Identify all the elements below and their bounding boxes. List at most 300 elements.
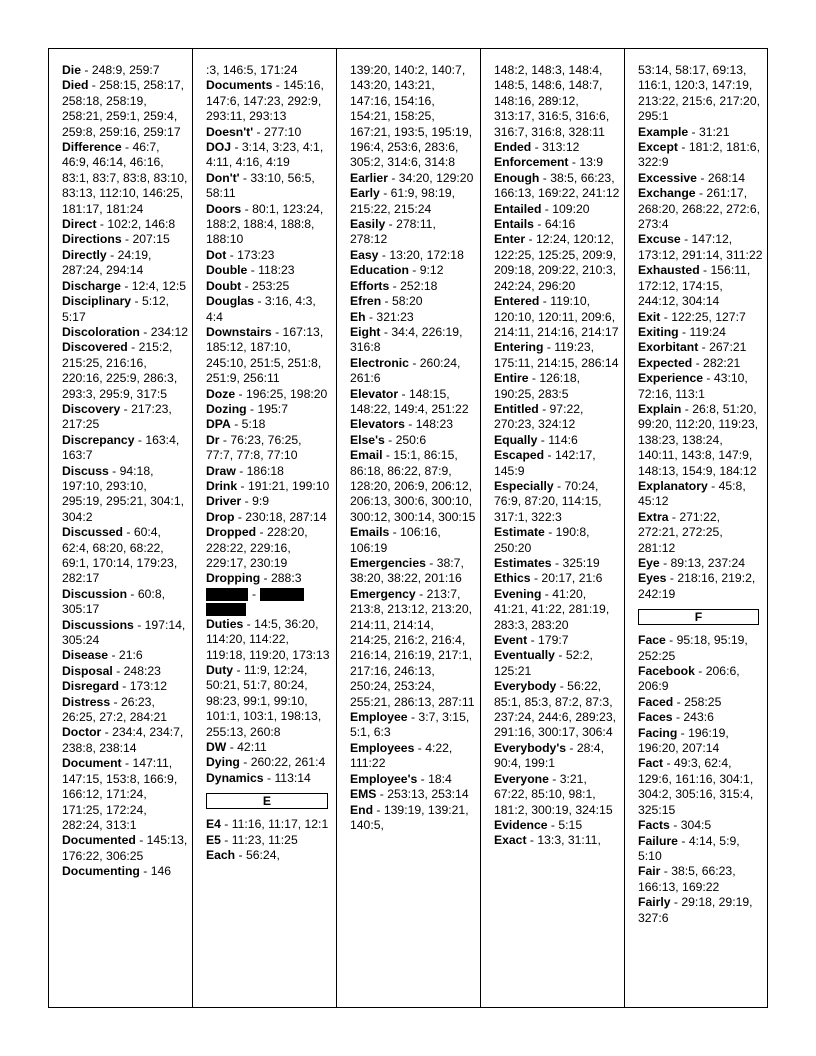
index-entry: DOJ - 3:14, 3:23, 4:1, 4:11, 4:16, 4:19 [206, 140, 324, 170]
page-line-refs: 253:13, 253:14 [387, 787, 469, 802]
index-entry: Dropped - 228:20, 228:22, 229:16, 229:17, 230:19 [206, 525, 308, 570]
index-term: Explain [638, 401, 682, 416]
page-line-refs: 80:1, 123:24, 188:2, 188:4, 188:8, 188:10 [206, 201, 324, 247]
page-line-refs: 148:23 [415, 417, 453, 432]
index-term: Dozing [206, 401, 247, 416]
index-entry: Driver - 9:9 [206, 494, 270, 509]
page-line-refs: 3:14, 3:23, 4:1, 4:11, 4:16, 4:19 [206, 140, 324, 170]
index-term: Equally [494, 432, 538, 447]
index-term: Dr [206, 432, 220, 447]
index-term: Enter [494, 232, 526, 247]
index-term: EMS [350, 787, 377, 802]
index-entry: Downstairs - 167:13, 185:12, 187:10, 245:10, 251:5, 251:8, 251:9, 256:11 [206, 324, 324, 386]
index-entry: Dropping - 288:3 [206, 571, 302, 586]
index-entry: Entering - 119:23, 175:11, 214:15, 286:14 [494, 340, 619, 370]
index-column-4 [481, 49, 625, 1007]
page-line-refs: 253:25 [252, 278, 290, 293]
index-term: Example [638, 124, 689, 139]
index-term: Extra [638, 509, 669, 524]
page-line-refs: 179:7 [538, 633, 569, 648]
page-line-refs: 11:16, 11:17, 12:1 [231, 817, 329, 832]
page-line-refs: 304:5 [680, 818, 712, 833]
page-line-refs: 26:23, 26:25, 27:2, 284:21 [62, 694, 168, 725]
page-line-refs: 46:7, 46:9, 46:14, 46:16, 83:1, 83:7, 83:8, 83:10, 83:13, 112:10, 146:25, 181:17, 181:24 [62, 140, 188, 216]
page-line-refs: 58:20 [392, 294, 423, 309]
index-entry: Disciplinary - 5:12, 5:17 [62, 294, 170, 324]
index-entry: Especially - 70:24, 76:9, 87:20, 114:15, 317:1, 322:3 [494, 478, 602, 524]
page-line-refs: 196:19, 196:20, 207:14 [638, 725, 729, 756]
index-term: Discuss [62, 463, 109, 478]
index-entry: Entered - 119:10, 120:10, 120:11, 209:6, 214:11, 214:16, 214:17 [494, 294, 619, 339]
page-line-refs: 5:12, 5:17 [62, 294, 170, 324]
page-line-refs: 15:1, 86:15, 86:18, 86:22, 87:9, 128:20, 206:9, 206:12, 206:13, 300:6, 300:10, 300:12, 300:14, 300:15 [350, 448, 476, 524]
page-line-refs: 278:11, 278:12 [350, 217, 436, 247]
index-term: Faced [638, 694, 674, 709]
entry-list [206, 78, 332, 586]
page-line-refs: 243:6 [683, 710, 714, 725]
index-term: Entailed [494, 201, 542, 216]
index-entry: Entitled - 97:22, 270:23, 324:12 [494, 401, 584, 432]
continued-entry-refs: 139:20, 140:2, 140:7, 143:20, 143:21, 147:16, 154:16, 154:21, 158:25, 167:21, 193:5, 195:19, 196:4, 253:6, 283:6, 305:2, 314:6, 314:8 [350, 63, 472, 170]
page-line-refs: 38:7, 38:20, 38:22, 201:16 [350, 556, 464, 586]
index-entry: Except - 181:2, 181:6, 322:9 [638, 140, 760, 170]
index-term: Eye [638, 556, 660, 570]
index-entry: Dying - 260:22, 261:4 [206, 755, 326, 770]
page-line-refs: 38:5, 66:23, 166:13, 169:22 [638, 864, 736, 894]
index-term: Elevators [350, 417, 405, 432]
index-term: Education [350, 263, 409, 278]
index-term: Efforts [350, 278, 390, 293]
index-term: Entering [494, 340, 544, 355]
entry-list [638, 633, 763, 926]
index-term: Excuse [638, 232, 681, 247]
page-line-refs: 268:14 [707, 170, 746, 185]
page-line-refs: 258:15, 258:17, 258:18, 258:19, 258:21, 259:1, 259:4, 259:8, 259:16, 259:17 [62, 78, 184, 139]
index-entry: Easy - 13:20, 172:18 [350, 247, 464, 262]
index-term: Discrepancy [62, 432, 135, 447]
index-term: Drink [206, 478, 238, 493]
index-term: Disposal [62, 663, 113, 678]
page-line-refs: 325:19 [562, 556, 600, 570]
index-term: Exit [638, 309, 661, 324]
page-line-refs: 42:11 [237, 740, 267, 755]
index-entry: Elevators - 148:23 [350, 417, 453, 432]
index-term: Duty [206, 663, 234, 678]
index-term: DOJ [206, 140, 232, 155]
index-entry: Equally - 114:6 [494, 432, 578, 447]
index-term: Enough [494, 170, 540, 185]
entry-list [206, 817, 332, 863]
page-line-refs: 252:18 [400, 278, 438, 293]
page-line-refs: 230:18, 287:14 [245, 509, 327, 524]
page-line-refs: 29:18, 29:19, 327:6 [638, 895, 753, 925]
index-term: Die [62, 63, 81, 77]
index-term: Fairly [638, 895, 671, 910]
page-line-refs: 261:17, 268:20, 268:22, 272:6, 273:4 [638, 186, 760, 232]
index-term: Discussions [62, 617, 134, 632]
index-term: Distress [62, 694, 111, 709]
page-line-refs: 94:18, 197:10, 293:10, 295:19, 295:21, 304:1, 304:2 [62, 463, 184, 524]
index-term: Ethics [494, 571, 531, 586]
index-term: Directions [62, 232, 122, 247]
index-term: Emergency [350, 586, 416, 601]
page-line-refs: 181:2, 181:6, 322:9 [638, 140, 760, 170]
index-entry: Discovered - 215:2, 215:25, 216:16, 220:16, 225:9, 286:3, 293:3, 295:9, 317:5 [62, 340, 178, 401]
index-entry: Don't' - 33:10, 56:5, 58:11 [206, 170, 315, 201]
page-line-refs: 122:25, 127:7 [671, 309, 746, 324]
index-entry: Face - 95:18, 95:19, 252:25 [638, 633, 748, 663]
index-entry: Else's - 250:6 [350, 432, 427, 447]
page-line-refs: 196:25, 198:20 [245, 386, 328, 401]
index-entry: Efren - 58:20 [350, 294, 423, 309]
page-line-refs: 13:3, 31:11, [537, 833, 601, 848]
page-line-refs: 56:24, [245, 848, 280, 863]
index-entry: Entire - 126:18, 190:25, 283:5 [494, 371, 581, 401]
index-entry: Fair - 38:5, 66:23, 166:13, 169:22 [638, 864, 736, 894]
continued-entry-refs: 53:14, 58:17, 69:13, 116:1, 120:3, 147:19, 213:22, 215:6, 217:20, 295:1 [638, 63, 760, 124]
index-entry: Estimate - 190:8, 250:20 [494, 525, 590, 555]
index-entry: Exhausted - 156:11, 172:12, 174:15, 244:12, 304:14 [638, 263, 751, 309]
redaction-separator: - [252, 587, 257, 602]
index-term: Email [350, 448, 383, 463]
index-term: Driver [206, 494, 242, 509]
page-line-refs: 97:22, 270:23, 324:12 [494, 401, 584, 432]
index-term: Died [62, 78, 89, 93]
index-entry: Dynamics - 113:14 [206, 770, 311, 785]
index-entry: Explanatory - 45:8, 45:12 [638, 478, 746, 509]
index-term: Exact [494, 833, 527, 848]
index-entry: Exiting - 119:24 [638, 324, 726, 339]
page-line-refs: 49:3, 62:4, 129:6, 161:16, 304:1, 304:2, 305:16, 315:4, 325:15 [638, 756, 754, 817]
index-term: Discharge [62, 278, 121, 293]
index-entry: Dozing - 195:7 [206, 401, 288, 416]
index-term: Everybody's [494, 740, 566, 755]
page-line-refs: 13:20, 172:18 [389, 247, 464, 262]
page-line-refs: 146 [150, 864, 172, 879]
page-line-refs: 248:23 [123, 663, 161, 678]
page-line-refs: 234:4, 234:7, 238:8, 238:14 [62, 725, 184, 755]
index-entry: Doors - 80:1, 123:24, 188:2, 188:4, 188:8, 188:10 [206, 201, 324, 247]
continued-entry-refs: 148:2, 148:3, 148:4, 148:5, 148:6, 148:7, 148:16, 289:12, 313:17, 316:5, 316:6, 316:7, 316:8, 328:11 [494, 63, 610, 139]
index-entry: E5 - 11:23, 11:25 [206, 832, 298, 847]
page-line-refs: 33:10, 56:5, 58:11 [206, 170, 315, 201]
index-entry: Directions - 207:15 [62, 232, 170, 247]
page-line-refs: 64:16 [544, 217, 576, 232]
index-entry: Explain - 26:8, 51:20, 99:20, 112:20, 119:23, 138:23, 138:24, 140:11, 143:8, 147:9, 148:13, 154:9, 184:12 [638, 401, 759, 478]
index-term: Enforcement [494, 155, 569, 170]
page-line-refs: 119:10, 120:10, 120:11, 209:6, 214:11, 214:16, 214:17 [494, 294, 619, 339]
page-line-refs: 119:24 [689, 324, 726, 339]
index-entry: Fairly - 29:18, 29:19, 327:6 [638, 895, 753, 925]
page-line-refs: 21:6 [118, 648, 143, 663]
page-line-refs: 34:4, 226:19, 316:8 [350, 324, 463, 355]
entry-list [206, 617, 332, 786]
page-line-refs: 218:16, 219:2, 242:19 [638, 571, 756, 601]
index-term: Early [350, 186, 380, 201]
index-term: Directly [62, 247, 107, 262]
section-letter-header: E [206, 793, 328, 809]
index-term: Employee's [350, 771, 418, 786]
index-term: Easily [350, 217, 386, 232]
index-term: Dynamics [206, 770, 264, 785]
page-line-refs: 11:9, 12:24, 50:21, 51:7, 80:24, 98:23, 99:1, 99:10, 101:1, 103:1, 198:13, 255:13, 260:8 [206, 663, 322, 739]
index-entry: Education - 9:12 [350, 263, 444, 278]
index-term: Discoloration [62, 324, 140, 339]
page-line-refs: 250:6 [395, 432, 427, 447]
index-term: Ended [494, 140, 532, 155]
page-line-refs: 5:15 [558, 817, 583, 832]
page-line-refs: 126:18, 190:25, 283:5 [494, 371, 581, 401]
index-entry: Documented - 145:13, 176:22, 306:25 [62, 833, 188, 863]
index-term: Facts [638, 818, 670, 833]
page-line-refs: 26:8, 51:20, 99:20, 112:20, 119:23, 138:23, 138:24, 140:11, 143:8, 147:9, 148:13, 154:9, 184:12 [638, 401, 759, 478]
index-entry: Everybody - 56:22, 85:1, 85:3, 87:2, 87:3, 237:24, 244:6, 289:23, 291:16, 300:17, 306:4 [494, 679, 616, 740]
index-column-5 [625, 49, 767, 1007]
index-entry: Faced - 258:25 [638, 694, 722, 709]
page-line-refs: 76:23, 76:25, 77:7, 77:8, 77:10 [206, 432, 302, 463]
index-term: Easy [350, 247, 379, 262]
index-term: Estimate [494, 525, 545, 540]
index-entry: Estimates - 325:19 [494, 556, 600, 570]
redaction-bar [260, 588, 304, 601]
index-term: Discovered [62, 340, 128, 355]
page-line-refs: 12:24, 120:12, 122:25, 125:25, 209:9, 209:18, 209:22, 210:3, 242:24, 296:20 [494, 232, 616, 293]
page-line-refs: 145:13, 176:22, 306:25 [62, 833, 188, 863]
index-term: Employees [350, 740, 415, 755]
page-line-refs: 11:23, 11:25 [231, 832, 298, 847]
index-entry: Dot - 173:23 [206, 247, 275, 262]
index-entry: Enter - 12:24, 120:12, 122:25, 125:25, 209:9, 209:18, 209:22, 210:3, 242:24, 296:20 [494, 232, 616, 293]
index-term: Failure [638, 833, 678, 848]
page-line-refs: 18:4 [428, 771, 452, 786]
index-entry: Example - 31:21 [638, 124, 730, 139]
index-column-3 [337, 49, 481, 1007]
page-line-refs: 213:7, 213:8, 213:12, 213:20, 214:11, 214:14, 214:25, 216:2, 216:4, 216:14, 216:19, 217:1, 217:16, 246:13, 250:24, 253:24, 255:21, 286:13, 287:11 [350, 586, 475, 709]
index-term: Documents [206, 78, 273, 93]
index-term: Downstairs [206, 324, 272, 339]
index-term: Each [206, 848, 236, 863]
index-term: E4 [206, 817, 221, 832]
index-entry: Evidence - 5:15 [494, 817, 583, 832]
index-entry: Everyone - 3:21, 67:22, 85:10, 98:1, 181:2, 300:19, 324:15 [494, 771, 613, 817]
index-term: Exorbitant [638, 340, 699, 355]
index-entry: Expected - 282:21 [638, 355, 741, 370]
index-entry: Documents - 145:16, 147:6, 147:23, 292:9, 293:11, 293:13 [206, 78, 324, 124]
index-entry: Discrepancy - 163:4, 163:7 [62, 432, 180, 463]
index-entry: EMS - 253:13, 253:14 [350, 787, 469, 802]
index-entry: Discovery - 217:23, 217:25 [62, 401, 172, 432]
page-line-refs: 260:24, 261:6 [350, 355, 461, 386]
index-entry: DW - 42:11 [206, 740, 267, 755]
page-line-refs: 43:10, 72:16, 113:1 [638, 371, 748, 401]
page-line-refs: 109:20 [552, 201, 590, 216]
index-entry: Earlier - 34:20, 129:20 [350, 170, 474, 185]
page-line-refs: 267:21 [709, 340, 747, 355]
page-line-refs: 3:7, 3:15, 5:1, 6:3 [350, 710, 470, 740]
index-entry: Duties - 14:5, 36:20, 114:20, 114:22, 119:18, 119:20, 173:13 [206, 616, 330, 662]
index-entry: Ethics - 20:17, 21:6 [494, 571, 603, 586]
index-entry: Discharge - 12:4, 12:5 [62, 278, 186, 293]
index-term: Else's [350, 432, 385, 447]
index-entry: Doubt - 253:25 [206, 278, 290, 293]
page-line-refs: 3:16, 4:3, 4:4 [206, 294, 316, 324]
index-term: Difference [62, 140, 122, 155]
index-term: Experience [638, 371, 704, 386]
index-term: Exchange [638, 186, 696, 201]
page-line-refs: 186:18 [246, 463, 284, 478]
index-entry: Extra - 271:22, 272:21, 272:25, 281:12 [638, 509, 723, 555]
page-line-refs: 3:21, 67:22, 85:10, 98:1, 181:2, 300:19, 324:15 [494, 771, 613, 817]
page-line-refs: 190:8, 250:20 [494, 525, 590, 555]
index-entry: Facebook - 206:6, 206:9 [638, 664, 740, 694]
page-line-refs: 173:23 [237, 247, 275, 262]
page-line-refs: 277:10 [263, 124, 302, 139]
index-entry: Failure - 4:14, 5:9, 5:10 [638, 833, 740, 863]
index-term: Excessive [638, 170, 697, 185]
index-entry: Disposal - 248:23 [62, 663, 161, 678]
index-entry: Easily - 278:11, 278:12 [350, 217, 436, 247]
index-entry: Excessive - 268:14 [638, 170, 746, 185]
page-line-refs: 207:15 [132, 232, 170, 247]
page-line-refs: 61:9, 98:19, 215:22, 215:24 [350, 186, 456, 216]
index-entry: Elevator - 148:15, 148:22, 149:4, 251:22 [350, 386, 469, 416]
index-entry: Doesn't' - 277:10 [206, 124, 302, 139]
page-line-refs: 118:23 [258, 263, 295, 278]
index-entry: Evening - 41:20, 41:21, 41:22, 281:19, 283:3, 283:20 [494, 586, 610, 632]
index-term: Documenting [62, 864, 140, 879]
index-entry: Faces - 243:6 [638, 710, 714, 725]
page-line-refs: 9:9 [252, 494, 270, 509]
index-term: Documented [62, 833, 136, 848]
page-line-refs: 282:21 [703, 355, 741, 370]
index-term: Dying [206, 755, 240, 770]
index-entry: Event - 179:7 [494, 633, 569, 648]
index-term: Exhausted [638, 263, 700, 278]
index-entry: Fact - 49:3, 62:4, 129:6, 161:16, 304:1, 304:2, 305:16, 315:4, 325:15 [638, 756, 754, 817]
index-entry: Distress - 26:23, 26:25, 27:2, 284:21 [62, 694, 168, 725]
index-term: Eh [350, 309, 366, 324]
index-term: End [350, 802, 374, 817]
index-term: Efren [350, 294, 382, 309]
index-entry: Escaped - 142:17, 145:9 [494, 448, 596, 478]
index-entry: Early - 61:9, 98:19, 215:22, 215:24 [350, 186, 456, 216]
index-term: Entered [494, 294, 540, 309]
index-term: Duties [206, 616, 244, 631]
index-term: Especially [494, 478, 554, 493]
index-entry: Discuss - 94:18, 197:10, 293:10, 295:19, 295:21, 304:1, 304:2 [62, 463, 184, 524]
page-line-refs: 288:3 [271, 571, 302, 586]
index-entry: Eventually - 52:2, 125:21 [494, 648, 593, 678]
page-line-refs: 13:9 [579, 155, 604, 170]
page-line-refs: 197:14, 305:24 [62, 617, 186, 648]
page-line-refs: 4:14, 5:9, 5:10 [638, 833, 740, 863]
page-line-refs: 60:8, 305:17 [62, 586, 165, 617]
index-entry: Exorbitant - 267:21 [638, 340, 747, 355]
index-term: Disease [62, 648, 109, 663]
index-entry: Directly - 24:19, 287:24, 294:14 [62, 247, 152, 278]
index-term: Explanatory [638, 478, 708, 493]
index-term: Doubt [206, 278, 242, 293]
index-term: Expected [638, 355, 693, 370]
index-term: Eight [350, 324, 381, 339]
page-line-refs: 14:5, 36:20, 114:20, 114:22, 119:18, 119:20, 173:13 [206, 616, 330, 662]
index-entry: Difference - 46:7, 46:9, 46:14, 46:16, 83:1, 83:7, 83:8, 83:10, 83:13, 112:10, 146:25, 181:17, 181:24 [62, 140, 188, 216]
index-entry: Douglas - 3:16, 4:3, 4:4 [206, 294, 316, 324]
index-term: Electronic [350, 355, 409, 370]
page-line-refs: 12:4, 12:5 [131, 278, 186, 293]
index-term: Face [638, 633, 666, 648]
index-column-1 [49, 49, 193, 1007]
index-term: Draw [206, 463, 236, 478]
index-entry: Direct - 102:2, 146:8 [62, 217, 176, 232]
index-entry: Enforcement - 13:9 [494, 155, 604, 170]
index-column-2 [193, 49, 337, 1007]
page-line-refs: 102:2, 146:8 [107, 217, 176, 232]
index-entry: DPA - 5:18 [206, 417, 266, 432]
index-term: Escaped [494, 448, 545, 463]
index-term: Eyes [638, 571, 667, 586]
index-term: Except [638, 140, 678, 155]
page-line-refs: 234:12 [150, 324, 188, 339]
index-entry: Discussed - 60:4, 62:4, 68:20, 68:22, 69:1, 170:14, 179:23, 282:17 [62, 525, 178, 586]
page-line-refs: 20:17, 21:6 [541, 571, 603, 586]
index-term: DW [206, 740, 227, 755]
index-entry: Documenting - 146 [62, 864, 172, 879]
index-entry: Drink - 191:21, 199:10 [206, 478, 330, 493]
index-term: Dot [206, 247, 227, 262]
index-term: Doctor [62, 725, 102, 740]
page-line-refs: 139:19, 139:21, 140:5, [350, 802, 469, 832]
index-entry: Entails - 64:16 [494, 217, 576, 232]
index-term: E5 [206, 832, 221, 847]
page-line-refs: 206:6, 206:9 [638, 664, 740, 694]
entry-list [494, 140, 620, 849]
index-entry: Eight - 34:4, 226:19, 316:8 [350, 324, 463, 355]
page-line-refs: 147:11, 147:15, 153:8, 166:9, 166:12, 171:24, 171:25, 172:24, 282:24, 313:1 [62, 756, 178, 832]
page-line-refs: 52:2, 125:21 [494, 648, 593, 678]
page-line-refs: 34:20, 129:20 [398, 170, 474, 185]
index-entry: Electronic - 260:24, 261:6 [350, 355, 461, 386]
index-term: Don't' [206, 170, 240, 185]
page-line-refs: 271:22, 272:21, 272:25, 281:12 [638, 509, 723, 555]
index-page [48, 48, 768, 1008]
page-line-refs: 321:23 [376, 309, 414, 324]
page-line-refs: 173:12 [129, 679, 168, 694]
index-entry: Exact - 13:3, 31:11, [494, 833, 601, 848]
page-line-refs: 163:4, 163:7 [62, 432, 180, 463]
page-line-refs: 45:8, 45:12 [638, 478, 746, 509]
page-line-refs: 70:24, 76:9, 87:20, 114:15, 317:1, 322:3 [494, 478, 602, 524]
page-line-refs: 156:11, 172:12, 174:15, 244:12, 304:14 [638, 263, 751, 309]
section-letter-header: F [638, 609, 759, 625]
index-entry: End - 139:19, 139:21, 140:5, [350, 802, 469, 832]
index-entry: Document - 147:11, 147:15, 153:8, 166:9, 166:12, 171:24, 171:25, 172:24, 282:24, 313:1 [62, 756, 178, 832]
page-line-refs: 119:23, 175:11, 214:15, 286:14 [494, 340, 619, 370]
index-term: Discussion [62, 586, 128, 601]
index-entry: Everybody's - 28:4, 90:4, 199:1 [494, 740, 604, 771]
index-entry: Disease - 21:6 [62, 648, 143, 663]
index-entry: Email - 15:1, 86:15, 86:18, 86:22, 87:9, 128:20, 206:9, 206:12, 206:13, 300:6, 300:10, 300:12, 300:14, 300:15 [350, 448, 476, 524]
index-entry: Emails - 106:16, 106:19 [350, 525, 441, 555]
index-term: Discussed [62, 525, 123, 540]
index-entry: Employees - 4:22, 111:22 [350, 740, 453, 771]
index-term: Exiting [638, 324, 679, 339]
index-entry: Emergency - 213:7, 213:8, 213:12, 213:20, 214:11, 214:14, 214:25, 216:2, 216:4, 216:14, 216:19, 217:1, 217:16, 246:13, 250:24, 253:24, 255:21, 286:13, 287:11 [350, 586, 475, 709]
index-term: Dropped [206, 525, 257, 540]
index-entry: Entailed - 109:20 [494, 201, 590, 216]
page-line-refs: 38:5, 66:23, 166:13, 169:22, 241:12 [494, 170, 620, 201]
page-line-refs: 60:4, 62:4, 68:20, 68:22, 69:1, 170:14, 179:23, 282:17 [62, 525, 178, 586]
